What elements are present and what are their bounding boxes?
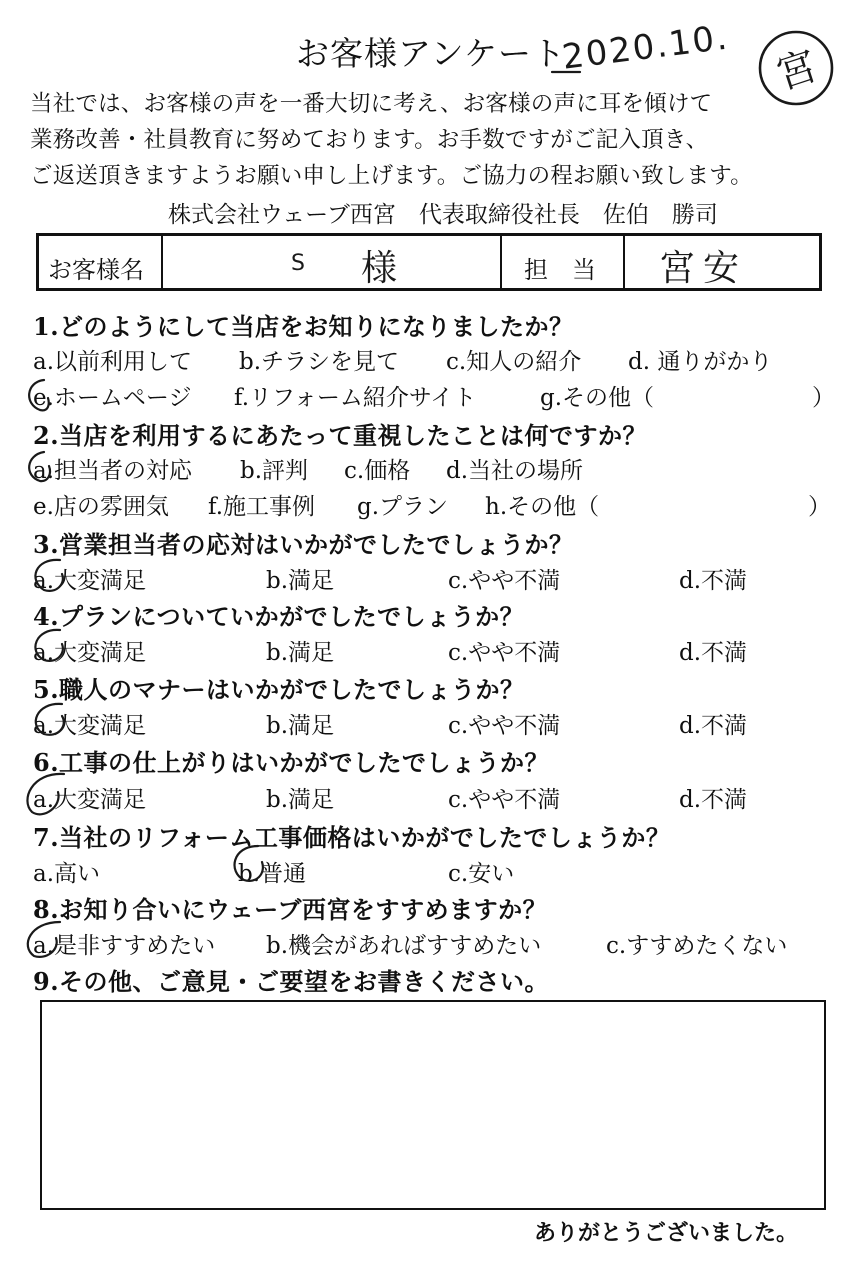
customer-name-field[interactable] xyxy=(163,236,502,288)
q8-option-c[interactable]: c.すすめたくない xyxy=(606,933,788,959)
q1-option-g-close: ） xyxy=(812,385,835,411)
question-4-title: 4.プランについていかがでしたでしょうか？ xyxy=(33,602,525,631)
q3-option-b[interactable]: b.満足 xyxy=(266,568,335,594)
q1-option-e[interactable]: e.ホームページ xyxy=(33,385,192,411)
q4-option-c[interactable]: c.やや不満 xyxy=(448,640,561,666)
staff-name-field[interactable] xyxy=(625,236,819,288)
intro-line-2: 業務改善・社員教育に努めております。お手数ですがご記入頂き、 xyxy=(30,127,709,153)
q5-option-c[interactable]: c.やや不満 xyxy=(448,713,561,739)
q2-option-e[interactable]: e.店の雰囲気 xyxy=(33,494,169,520)
intro-line-1: 当社では、お客様の声を一番大切に考え、お客様の声に耳を傾けて xyxy=(30,91,713,117)
q4-option-b[interactable]: b.満足 xyxy=(266,640,335,666)
q6-option-d[interactable]: d.不満 xyxy=(679,787,748,813)
q3-option-d[interactable]: d.不満 xyxy=(679,568,748,594)
staff-label: 担 当 xyxy=(524,256,596,284)
q1-option-c[interactable]: c.知人の紹介 xyxy=(446,349,582,375)
q2-option-h-close: ） xyxy=(808,494,831,520)
q7-option-b[interactable]: b.普通 xyxy=(238,861,307,887)
q1-option-b[interactable]: b.チラシを見て xyxy=(239,349,400,375)
q3-option-a[interactable]: a.大変満足 xyxy=(33,568,147,594)
customer-info-table xyxy=(36,233,822,291)
question-2-title: 2.当店を利用するにあたって重視したことは何ですか？ xyxy=(33,421,648,450)
question-9-title: 9.その他、ご意見・ご要望をお書きください。 xyxy=(33,967,550,996)
company-signature: 株式会社ウェーブ西宮 代表取締役社長 佐伯 勝司 xyxy=(168,202,718,228)
q2-option-d[interactable]: d.当社の場所 xyxy=(446,458,584,484)
comment-textarea[interactable] xyxy=(40,1000,826,1210)
q1-option-d[interactable]: d. 通りがかり xyxy=(628,349,773,375)
q3-option-c[interactable]: c.やや不満 xyxy=(448,568,561,594)
q2-option-b[interactable]: b.評判 xyxy=(240,458,309,484)
q6-option-c[interactable]: c.やや不満 xyxy=(448,787,561,813)
q8-option-a[interactable]: a.是非すすめたい xyxy=(33,933,216,959)
q1-option-g[interactable]: g.その他（ xyxy=(540,385,655,411)
customer-honorific: 様 xyxy=(361,248,398,289)
q2-option-f[interactable]: f.施工事例 xyxy=(208,494,316,520)
q6-option-a[interactable]: a.大変満足 xyxy=(33,787,147,813)
q8-option-b[interactable]: b.機会があればすすめたい xyxy=(266,933,542,959)
q7-option-a[interactable]: a.高い xyxy=(33,861,101,887)
question-6-title: 6.工事の仕上がりはいかがでしたでしょうか？ xyxy=(33,748,550,777)
q2-option-h[interactable]: h.その他（ xyxy=(485,494,600,520)
q4-option-d[interactable]: d.不満 xyxy=(679,640,748,666)
question-5-title: 5.職人のマナーはいかがでしたでしょうか？ xyxy=(33,675,525,704)
q7-option-c[interactable]: c.安い xyxy=(448,861,515,887)
staff-label-cell xyxy=(502,236,625,288)
question-3-title: 3.営業担当者の応対はいかがでしたでしょうか？ xyxy=(33,530,574,559)
staff-name-value: 宮安 xyxy=(659,248,748,289)
question-1-title: 1.どのようにして当店をお知りになりましたか？ xyxy=(33,312,574,341)
q4-option-a[interactable]: a.大変満足 xyxy=(33,640,147,666)
q1-option-a[interactable]: a.以前利用して xyxy=(33,349,193,375)
intro-line-3: ご返送頂きますようお願い申し上げます。ご協力の程お願い致します。 xyxy=(30,163,753,189)
question-7-title: 7.当社のリフォーム工事価格はいかがでしたでしょうか？ xyxy=(33,823,671,852)
handwritten-date: 2020.10. xyxy=(560,17,732,78)
customer-name-value: S xyxy=(291,251,305,276)
q2-option-g[interactable]: g.プラン xyxy=(357,494,449,520)
stamp-char: 宮 xyxy=(770,42,824,99)
customer-name-label-cell xyxy=(39,236,163,288)
q6-option-b[interactable]: b.満足 xyxy=(266,787,335,813)
q2-option-c[interactable]: c.価格 xyxy=(344,458,411,484)
q5-option-a[interactable]: a.大変満足 xyxy=(33,713,147,739)
q5-option-d[interactable]: d.不満 xyxy=(679,713,748,739)
page-title: お客様アンケート xyxy=(295,34,567,73)
q1-option-f[interactable]: f.リフォーム紹介サイト xyxy=(234,385,477,411)
question-8-title: 8.お知り合いにウェーブ西宮をすすめますか？ xyxy=(33,895,548,924)
q5-option-b[interactable]: b.満足 xyxy=(266,713,335,739)
q2-option-a[interactable]: a.担当者の対応 xyxy=(33,458,193,484)
thanks-message: ありがとうございました。 xyxy=(534,1220,799,1246)
customer-name-label: お客様名 xyxy=(48,256,144,284)
